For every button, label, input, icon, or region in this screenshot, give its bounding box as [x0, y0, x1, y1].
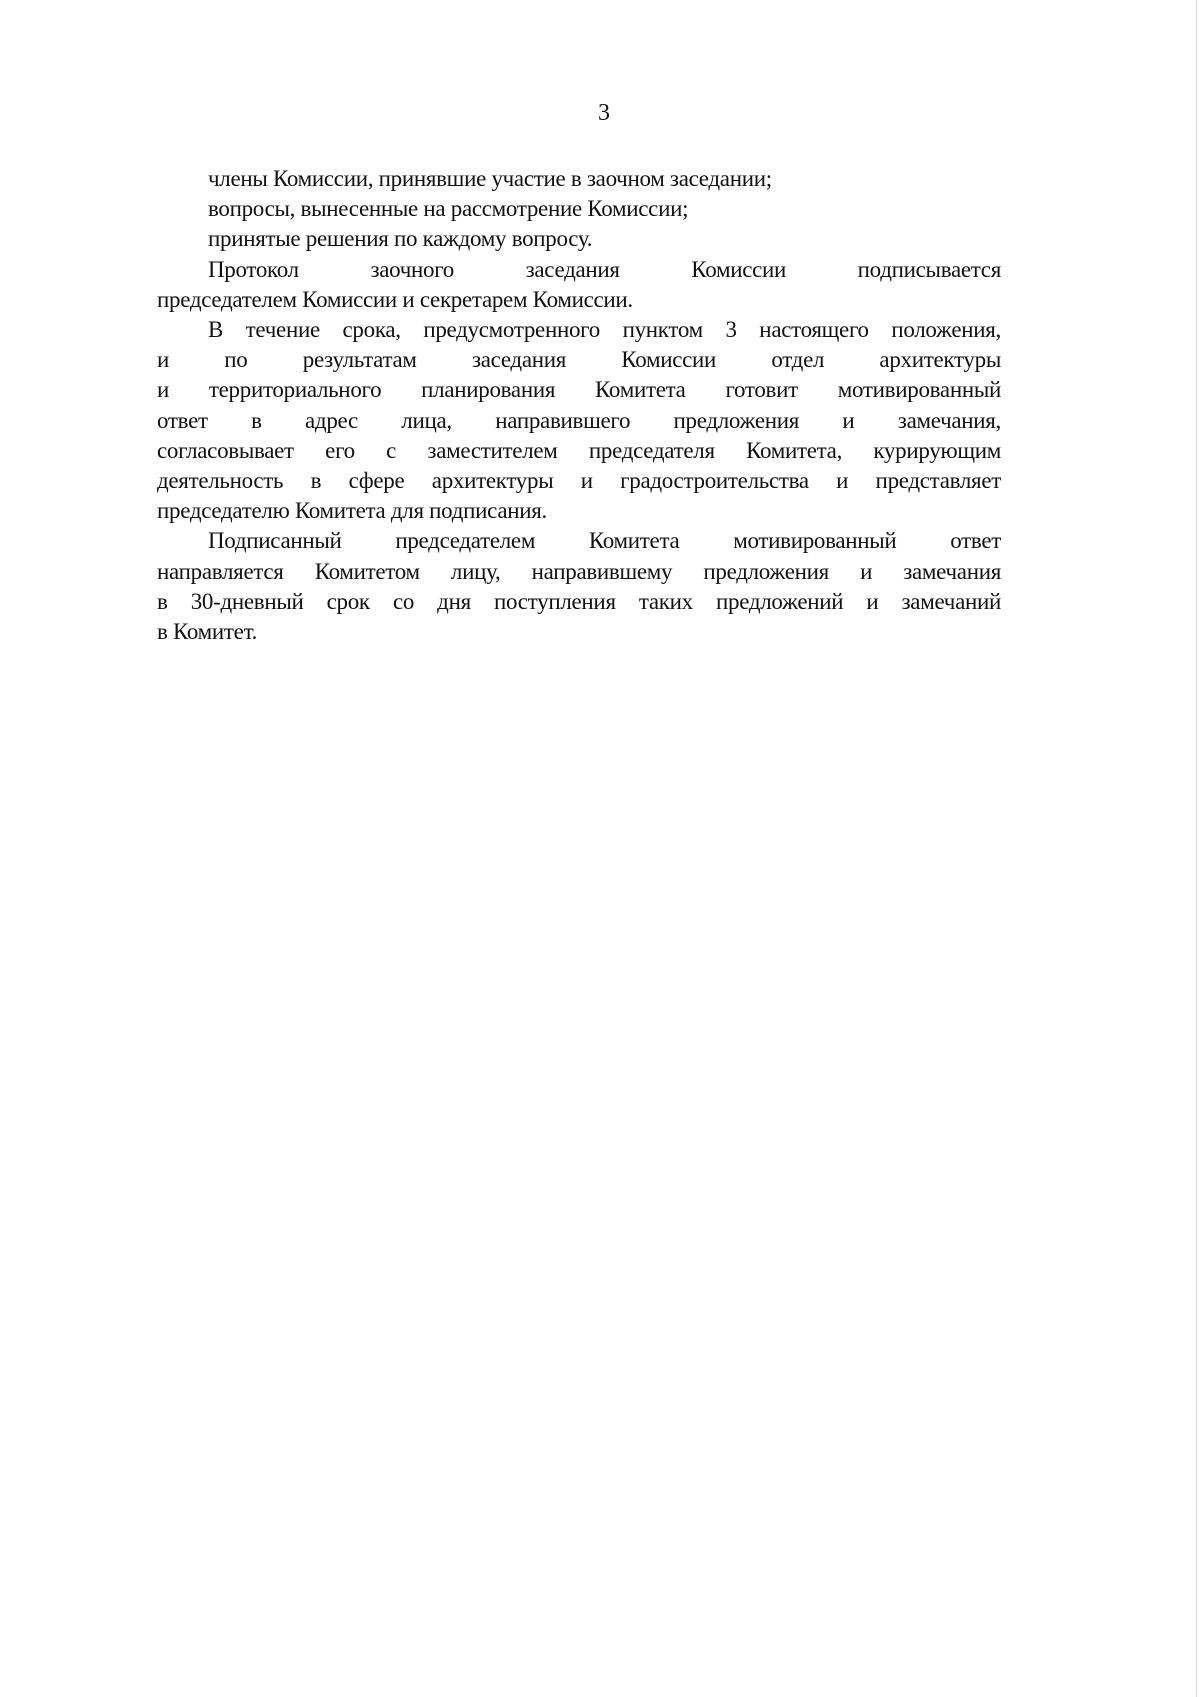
text-line: Протокол заочного заседания Комиссии подписывается: [208, 256, 1001, 282]
paragraph: [157, 526, 1001, 647]
paragraph: [157, 224, 1001, 254]
paragraph: [157, 194, 1001, 224]
paragraph: [157, 255, 1001, 315]
text-line: и по результатам заседания Комиссии отдел архитектуры: [157, 347, 1001, 373]
text-line: в Комитет.: [157, 619, 258, 645]
text-line: председателем Комиссии и секретарем Комиссии.: [157, 286, 633, 312]
page-number: 3: [598, 100, 610, 126]
paragraph: [157, 315, 1001, 526]
text-line: принятые решения по каждому вопросу.: [208, 226, 593, 252]
text-line: направляется Комитетом лицу, направившему предложения и замечания: [157, 558, 1001, 584]
text-line: члены Комиссии, принявшие участие в заочном заседании;: [208, 166, 772, 191]
text-line: В течение срока, предусмотренного пунктом 3 настоящего положения,: [208, 317, 1001, 343]
scan-edge-line: [1196, 0, 1197, 1697]
document-body: [157, 164, 1001, 647]
text-line: ответ в адрес лица, направившего предложения и замечания,: [157, 407, 1001, 433]
paragraph: [157, 164, 1001, 194]
text-line: председателю Комитета для подписания.: [157, 498, 547, 524]
text-line: в 30-дневный срок со дня поступления таких предложений и замечаний: [157, 588, 1001, 614]
text-line: согласовывает его с заместителем председателя Комитета, курирующим: [157, 437, 1001, 463]
text-line: вопросы, вынесенные на рассмотрение Комиссии;: [208, 196, 689, 222]
text-line: и территориального планирования Комитета готовит мотивированный: [157, 377, 1001, 403]
text-line: Подписанный председателем Комитета мотивированный ответ: [208, 528, 1001, 554]
text-line: деятельность в сфере архитектуры и градостроительства и представляет: [157, 468, 1001, 494]
